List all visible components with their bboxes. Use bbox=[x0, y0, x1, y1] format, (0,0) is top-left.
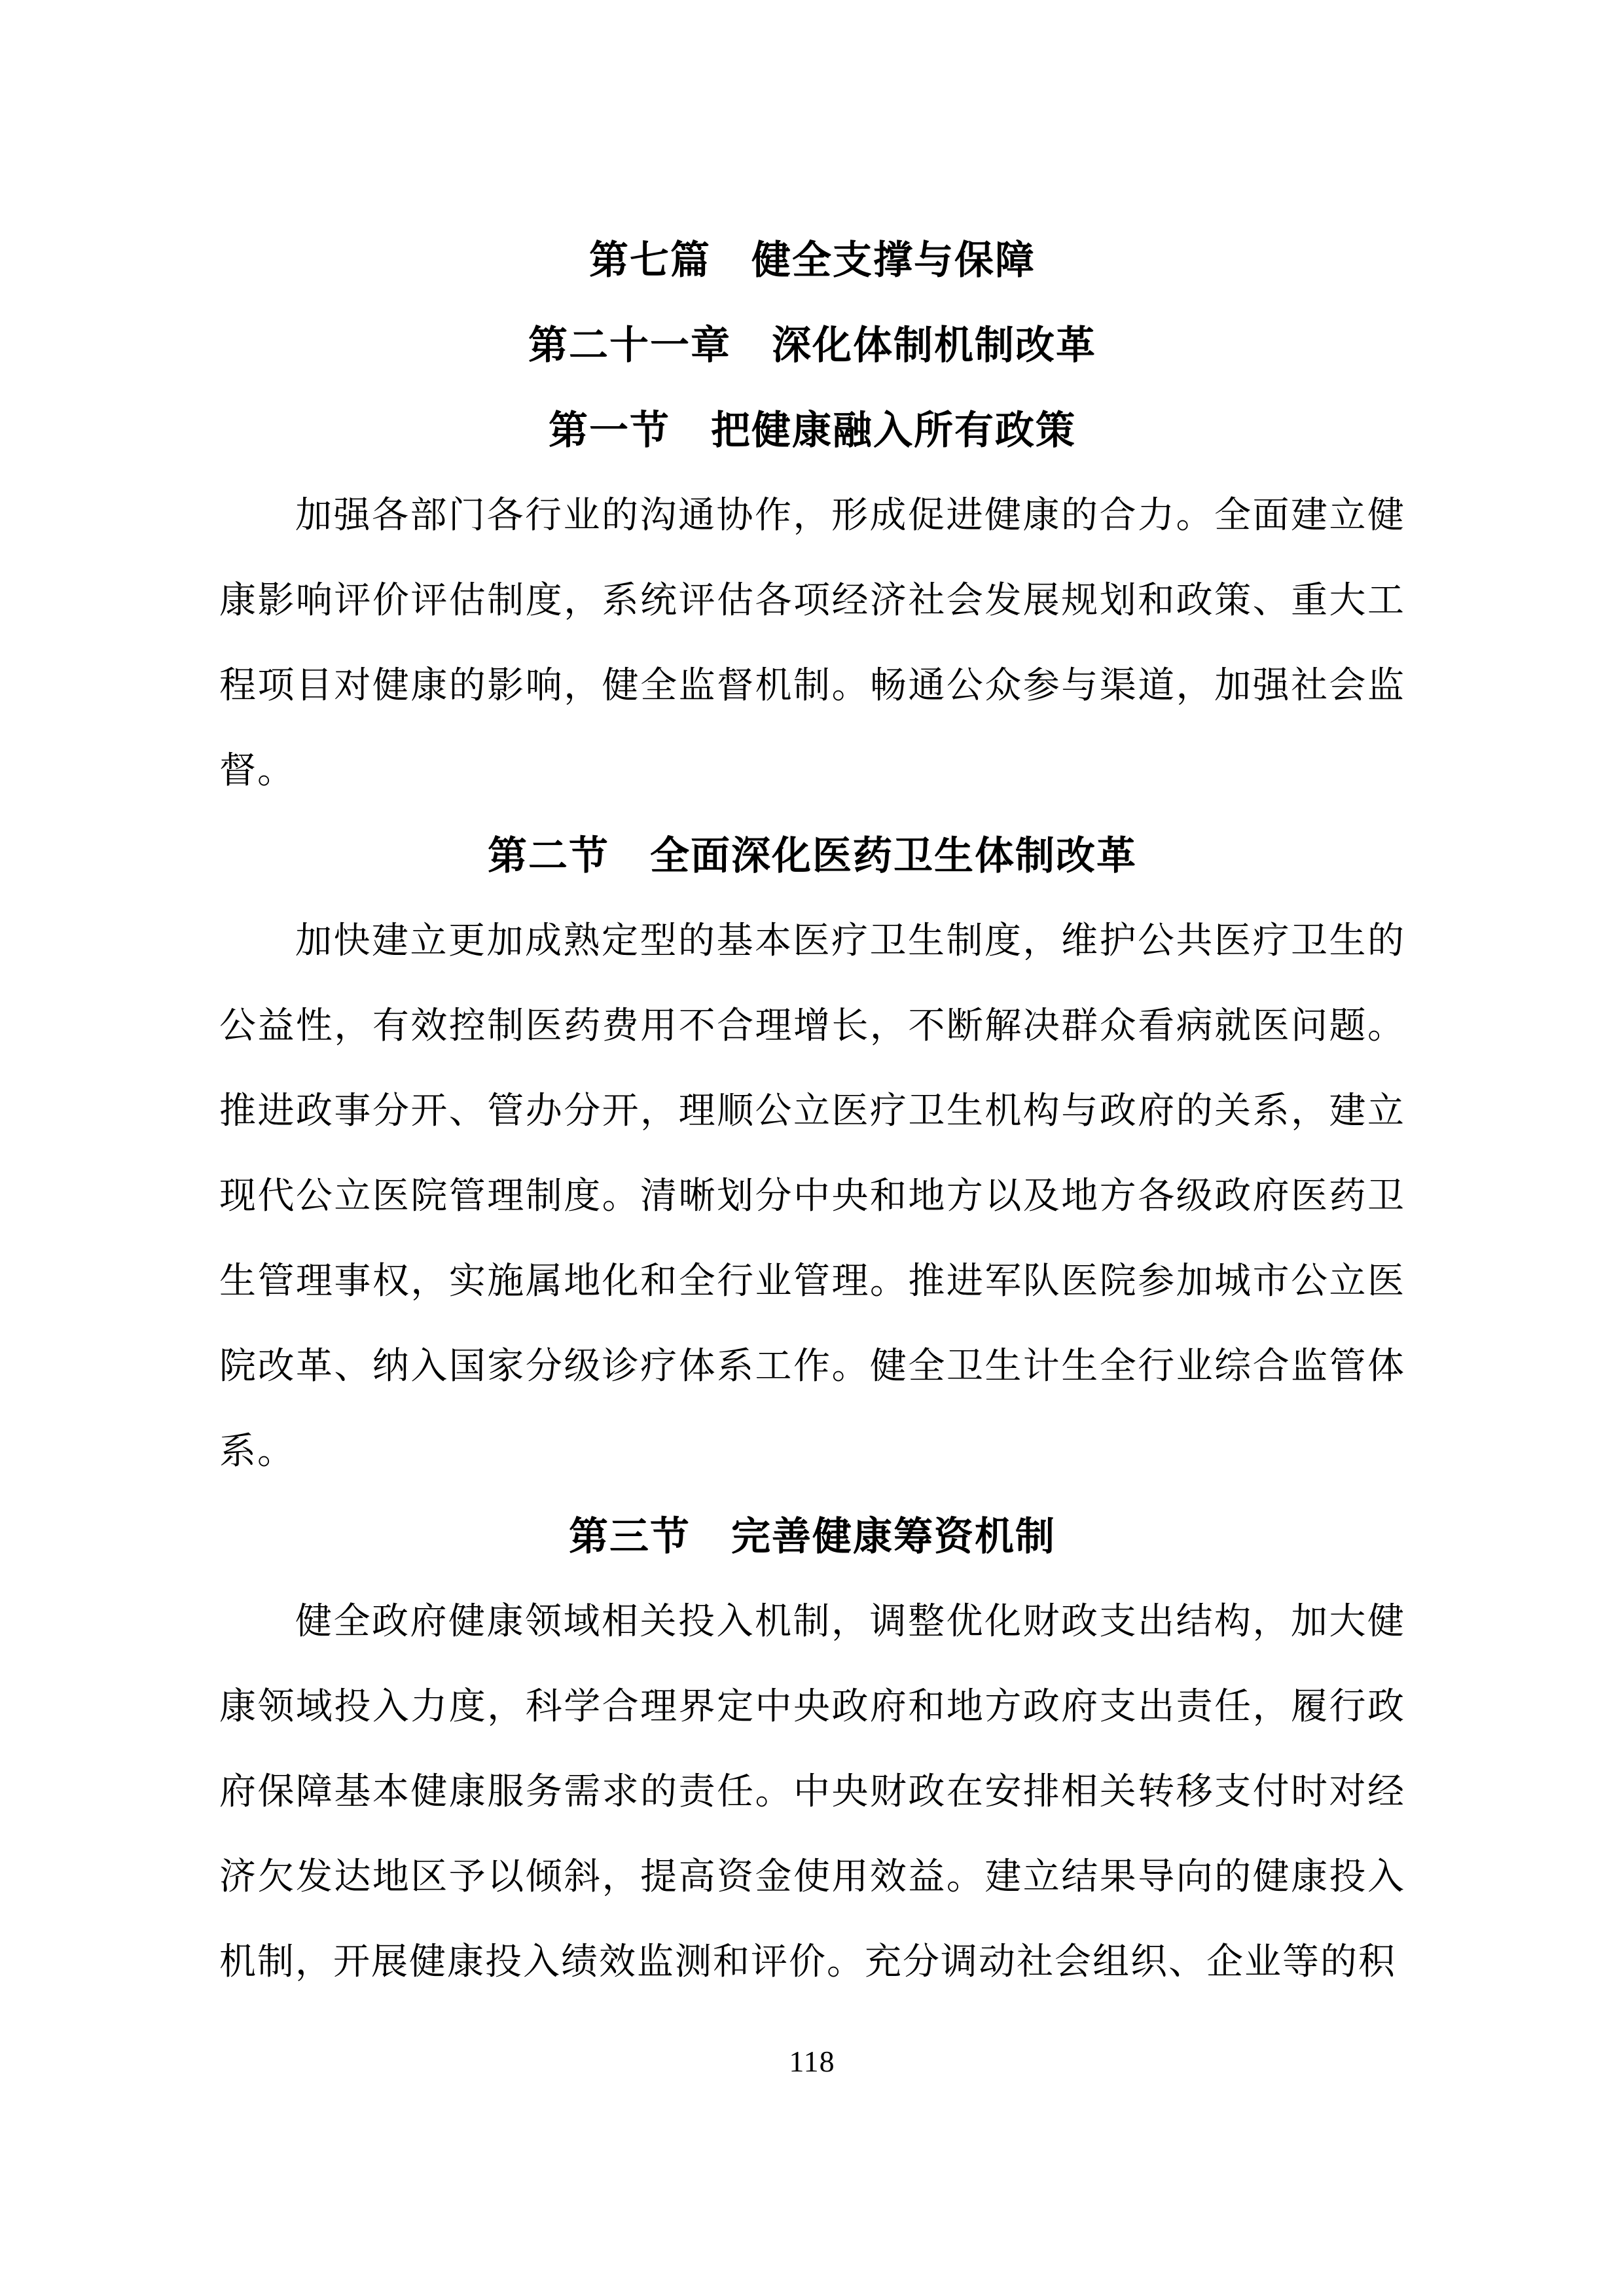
section-3-title: 第三节 完善健康筹资机制 bbox=[569, 1515, 1056, 1558]
section-1-title: 第一节 把健康融入所有政策 bbox=[549, 409, 1076, 452]
part-title: 第七篇 健全支撑与保障 bbox=[589, 239, 1036, 282]
section-2-paragraph: 加快建立更加成熟定型的基本医疗卫生制度，维护公共医疗卫生的公益性，有效控制医药费用不合理增长，不断解决群众看病就医问题。推进政事分开、管办分开，理顺公立医疗卫生机构与政府的关系，建立现代公立医院管理制度。清晰划分中央和地方以及地方各级政府医药卫生管理事权，实施属地化和全行业管理。推进军队医院参加城市公立医院改革、纳入国家分级诊疗体系工作。健全卫生计生全行业综合监管体系。 bbox=[219, 921, 1405, 1472]
section-1-paragraph: 加强各部门各行业的沟通协作，形成促进健康的合力。全面建立健康影响评价评估制度，系统评估各项经济社会发展规划和政策、重大工程项目对健康的影响，健全监督机制。畅通公众参与渠道，加强社会监督。 bbox=[219, 495, 1405, 791]
page-content bbox=[219, 218, 1405, 2005]
section-3-paragraph: 健全政府健康领域相关投入机制，调整优化财政支出结构，加大健康领域投入力度，科学合理界定中央政府和地方政府支出责任，履行政府保障基本健康服务需求的责任。中央财政在安排相关转移支付时对经济欠发达地区予以倾斜，提高资金使用效益。建立结果导向的健康投入机制，开展健康投入绩效监测和评价。充分调动社会组织、企业等的积 bbox=[219, 1602, 1405, 1982]
page-number: 118 bbox=[789, 2045, 835, 2078]
chapter-title: 第二十一章 深化体制机制改革 bbox=[528, 324, 1096, 367]
section-2-title: 第二节 全面深化医药卫生体制改革 bbox=[488, 834, 1137, 878]
